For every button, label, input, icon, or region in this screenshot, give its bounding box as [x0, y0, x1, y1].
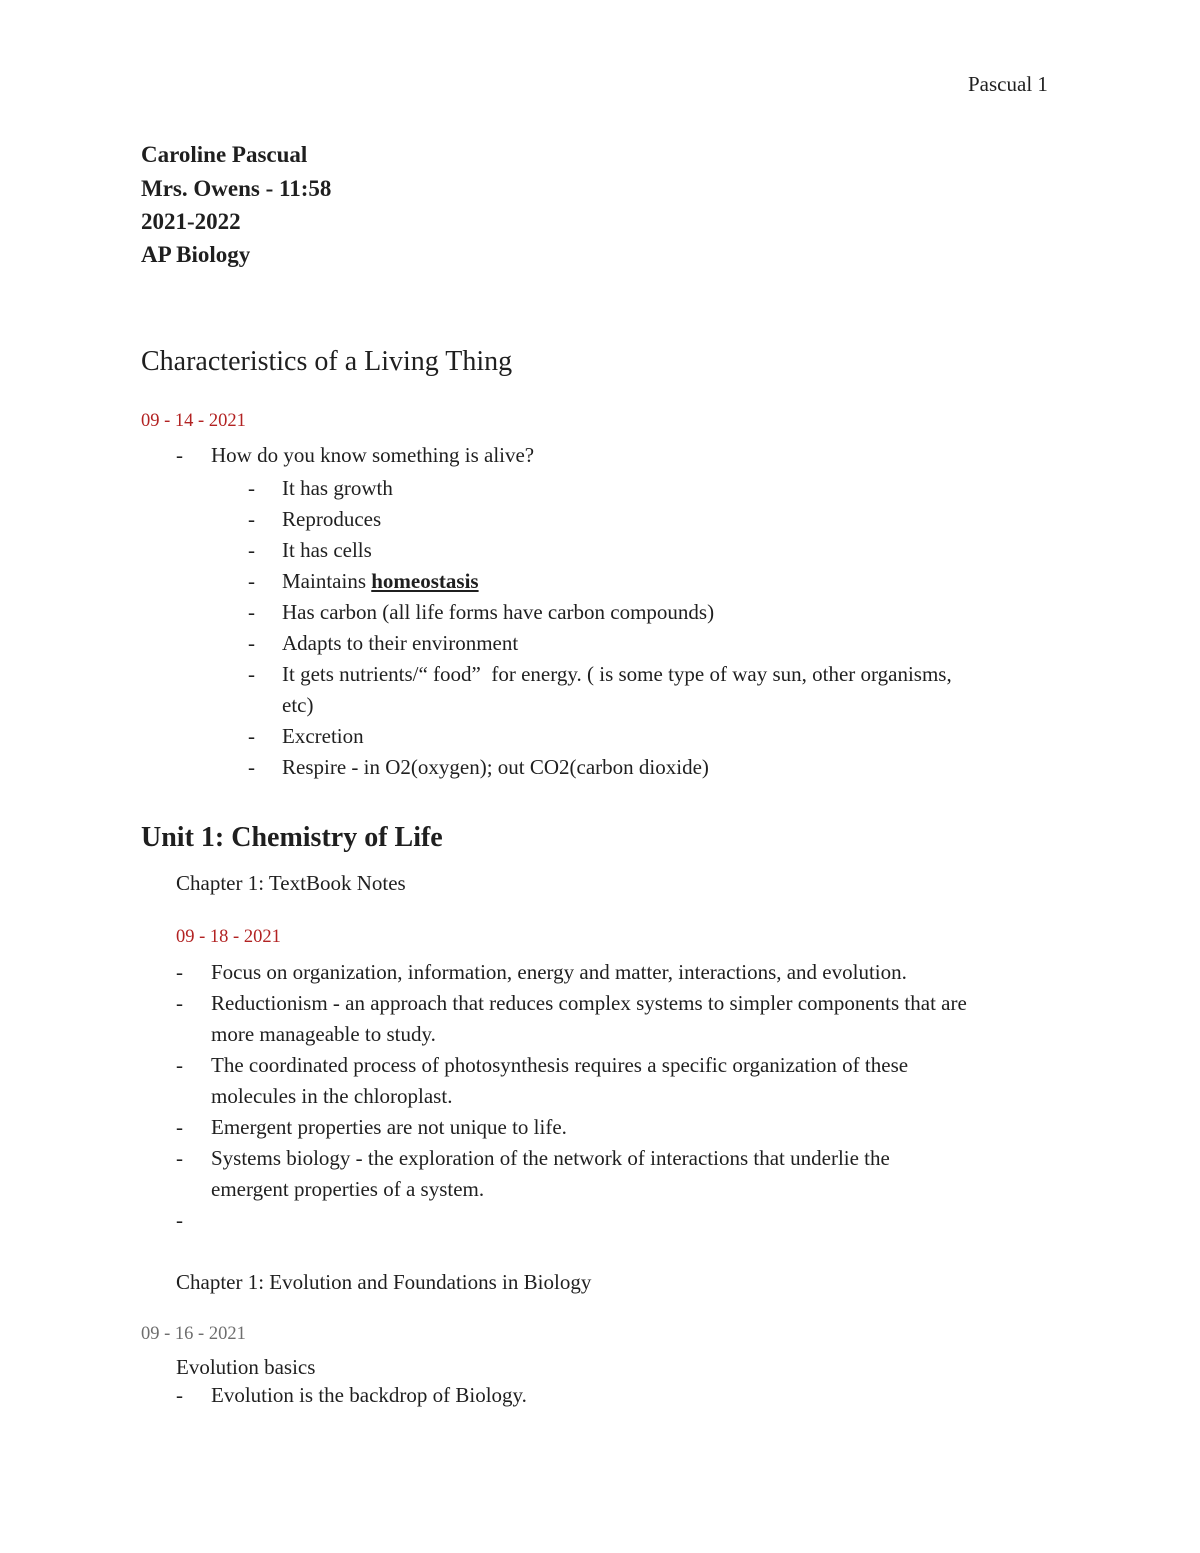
list-bullet: -: [248, 631, 255, 655]
chapter-heading: Chapter 1: Evolution and Foundations in Biology: [176, 1270, 592, 1294]
unit-heading: Unit 1: Chemistry of Life: [141, 822, 443, 853]
list-bullet: -: [176, 991, 183, 1015]
list-bullet: -: [248, 476, 255, 500]
list-bullet: -: [248, 507, 255, 531]
list-bullet: -: [248, 724, 255, 748]
page-number: Pascual 1: [968, 72, 1048, 96]
list-item: Emergent properties are not unique to life.: [211, 1115, 567, 1139]
list-item-continuation: etc): [282, 693, 314, 717]
date-label: 09 - 18 - 2021: [176, 927, 281, 947]
list-bullet: -: [248, 755, 255, 779]
list-bullet: -: [176, 960, 183, 984]
list-bullet: -: [248, 538, 255, 562]
list-bullet: -: [176, 443, 183, 467]
keyword-homeostasis: homeostasis: [371, 569, 479, 593]
list-item: It gets nutrients/“ food” for energy. ( is some type of way sun, other organisms,: [282, 662, 952, 686]
teacher-period: Mrs. Owens - 11:58: [141, 176, 332, 201]
date-label: 09 - 16 - 2021: [141, 1324, 246, 1344]
chapter-heading: Chapter 1: TextBook Notes: [176, 871, 406, 895]
list-item-continuation: molecules in the chloroplast.: [211, 1084, 453, 1108]
list-bullet: -: [176, 1146, 183, 1170]
list-bullet: -: [176, 1053, 183, 1077]
list-item: Systems biology - the exploration of the network of interactions that underlie the: [211, 1146, 890, 1170]
list-bullet: -: [176, 1115, 183, 1139]
list-item: [282, 569, 479, 594]
list-bullet: -: [248, 662, 255, 686]
list-bullet-empty: -: [176, 1208, 183, 1232]
list-item: Evolution is the backdrop of Biology.: [211, 1383, 527, 1407]
list-item: Has carbon (all life forms have carbon compounds): [282, 600, 715, 624]
list-item: Focus on organization, information, energy and matter, interactions, and evolution.: [211, 960, 907, 984]
student-name: Caroline Pascual: [141, 142, 308, 167]
school-year: 2021-2022: [141, 209, 241, 234]
course-name: AP Biology: [141, 242, 251, 267]
section-heading-characteristics: Characteristics of a Living Thing: [141, 346, 513, 377]
date-label: 09 - 14 - 2021: [141, 411, 246, 431]
item-text: Maintains: [282, 569, 372, 593]
list-item: The coordinated process of photosynthesis requires a specific organization of these: [211, 1053, 909, 1077]
subheading: Evolution basics: [176, 1355, 316, 1379]
list-item-continuation: emergent properties of a system.: [211, 1177, 485, 1201]
list-item: Excretion: [282, 724, 364, 748]
list-item: How do you know something is alive?: [211, 443, 535, 467]
list-item-continuation: more manageable to study.: [211, 1022, 436, 1046]
list-item: Adapts to their environment: [282, 631, 519, 655]
list-item: Respire - in O2(oxygen); out CO2(carbon dioxide): [282, 755, 709, 779]
list-item: Reproduces: [282, 507, 382, 531]
list-item: It has cells: [282, 538, 372, 562]
list-item: Reductionism - an approach that reduces complex systems to simpler components that are: [211, 991, 967, 1015]
list-bullet: -: [176, 1383, 183, 1407]
list-bullet: -: [248, 600, 255, 624]
list-bullet: -: [248, 569, 255, 593]
list-item: It has growth: [282, 476, 393, 500]
